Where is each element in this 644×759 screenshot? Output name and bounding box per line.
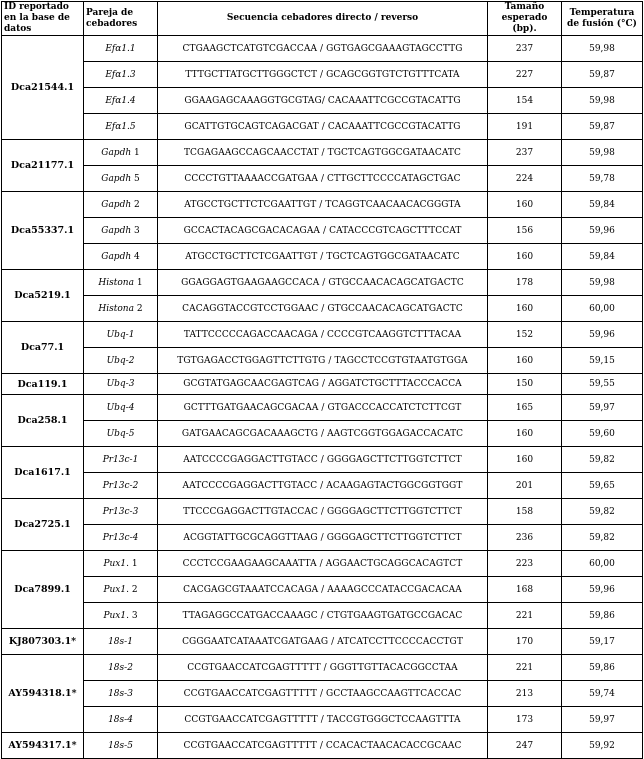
melting-temp: 59,87 (562, 114, 643, 140)
primer-gene: Pr13c-1 (102, 454, 139, 465)
primer-pair (84, 395, 158, 421)
primer-gene: Gapdh (101, 199, 132, 210)
primer-sequence: CCGTGAACCATCGAGTTTTT / GCCTAAGCCAAGTTCACCAC (158, 681, 488, 707)
database-id: Dca55337.1 (2, 192, 84, 270)
table-row (2, 733, 643, 759)
primer-pair (84, 140, 158, 166)
expected-size: 160 (488, 421, 562, 447)
primer-sequence: GATGAACAGCGACAAAGCTG / AAGTCGGTGGAGACCACATC (158, 421, 488, 447)
melting-temp: 59,92 (562, 733, 643, 759)
primer-sequence: CTGAAGCTCATGTCGACCAA / GGTGAGCGAAAGTAGCCTTG (158, 36, 488, 62)
primer-gene: Efα1.5 (105, 121, 136, 132)
table-row (2, 36, 643, 62)
melting-temp: 59,74 (562, 681, 643, 707)
primer-number: 2 (134, 199, 140, 210)
database-id: Dca1617.1 (2, 447, 84, 499)
primer-gene: Gapdh (101, 173, 132, 184)
table-row (2, 447, 643, 473)
table-row (2, 681, 643, 707)
primer-sequence: ATGCCTGCTTCTCGAATTGT / TCAGGTCAACAACACGGGTA (158, 192, 488, 218)
primer-sequence: CCCCTGTTAAAACCGATGAA / CTTGCTTCCCCATAGCTGAC (158, 166, 488, 192)
database-id: AY594318.1* (2, 655, 84, 733)
expected-size: 154 (488, 88, 562, 114)
primer-gene: Ubq-3 (106, 379, 135, 389)
primer-gene: Pux1. (103, 584, 129, 595)
header-sequence: Secuencia cebadores directo / reverso (158, 2, 488, 36)
primer-pair (84, 577, 158, 603)
primer-sequence: GGAGGAGTGAAGAAGCCACA / GTGCCAACACAGCATGACTC (158, 270, 488, 296)
melting-temp: 59,55 (562, 374, 643, 395)
table-row (2, 166, 643, 192)
primer-pair (84, 322, 158, 348)
expected-size: 170 (488, 629, 562, 655)
primer-pair (84, 36, 158, 62)
table-row (2, 655, 643, 681)
primer-sequence: CGGGAATCATAAATCGATGAAG / ATCATCCTTCCCCACCTGT (158, 629, 488, 655)
table-row (2, 88, 643, 114)
primer-pair (84, 681, 158, 707)
melting-temp: 59,82 (562, 499, 643, 525)
primer-gene: Efα1.4 (105, 95, 136, 106)
primer-pair (84, 733, 158, 759)
primer-sequence: GGAAGAGCAAAGGTGCGTAG/ CACAAATTCGCCGTACATTG (158, 88, 488, 114)
melting-temp: 59,84 (562, 244, 643, 270)
primer-sequence: GCGTATGAGCAACGAGTCAG / AGGATCTGCTTTACCCACCA (158, 374, 488, 395)
primer-gene: Pr13c-4 (102, 532, 139, 543)
melting-temp: 59,87 (562, 62, 643, 88)
table-row (2, 296, 643, 322)
primer-sequence: TATTCCCCCAGACCAACAGA / CCCCGTCAAGGTCTTTACAA (158, 322, 488, 348)
primer-pair (84, 192, 158, 218)
expected-size: 237 (488, 36, 562, 62)
primer-gene: 18s-2 (108, 662, 133, 673)
primer-gene: Gapdh (101, 225, 132, 236)
primer-number: 3 (131, 610, 138, 621)
primer-sequence: GCTTTGATGAACAGCGACAA / GTGACCCACCATCTCTTCGT (158, 395, 488, 421)
melting-temp: 59,96 (562, 322, 643, 348)
primer-pair (84, 629, 158, 655)
expected-size: 160 (488, 244, 562, 270)
expected-size: 191 (488, 114, 562, 140)
expected-size: 237 (488, 140, 562, 166)
primer-pair (84, 374, 158, 395)
melting-temp: 59,98 (562, 140, 643, 166)
expected-size: 160 (488, 348, 562, 374)
expected-size: 160 (488, 447, 562, 473)
primer-sequence: TTCCCGAGGACTTGTACCAC / GGGGAGCTTCTTGGTCTTCT (158, 499, 488, 525)
primer-pair (84, 62, 158, 88)
table-row (2, 707, 643, 733)
database-id: Dca77.1 (2, 322, 84, 374)
expected-size: 152 (488, 322, 562, 348)
primer-pair (84, 244, 158, 270)
table-row (2, 348, 643, 374)
primer-gene: Efα1.1 (105, 43, 136, 54)
melting-temp: 60,00 (562, 551, 643, 577)
header-id: ID reportado en la base de datos (2, 2, 84, 36)
expected-size: 213 (488, 681, 562, 707)
primer-sequence: CACGAGCGTAAATCCACAGA / AAAAGCCCATACCGACACAA (158, 577, 488, 603)
primer-gene: Histona (98, 277, 134, 288)
primer-pair (84, 166, 158, 192)
header-row (2, 2, 643, 36)
primer-sequence: TCGAGAAGCCAGCAACCTAT / TGCTCAGTGGCGATAACATC (158, 140, 488, 166)
expected-size: 168 (488, 577, 562, 603)
primer-pair (84, 447, 158, 473)
primer-sequence: CCCTCCGAAGAAGCAAATTA / AGGAACTGCAGGCACAGTCT (158, 551, 488, 577)
primer-number: 3 (134, 225, 140, 236)
table-row (2, 577, 643, 603)
primer-gene: Pux1. (103, 610, 129, 621)
table-row (2, 473, 643, 499)
primer-number: 1 (134, 147, 140, 158)
database-id: KJ807303.1* (2, 629, 84, 655)
expected-size: 178 (488, 270, 562, 296)
melting-temp: 59,86 (562, 603, 643, 629)
primer-gene: 18s-5 (108, 740, 133, 751)
database-id: Dca5219.1 (2, 270, 84, 322)
melting-temp: 59,82 (562, 447, 643, 473)
melting-temp: 59,98 (562, 88, 643, 114)
expected-size: 223 (488, 551, 562, 577)
melting-temp: 59,82 (562, 525, 643, 551)
primer-sequence: CCGTGAACCATCGAGTTTTT / CCACACTAACACACCGCAAC (158, 733, 488, 759)
primer-pair (84, 707, 158, 733)
table-row (2, 395, 643, 421)
melting-temp: 59,98 (562, 270, 643, 296)
primer-sequence: ATGCCTGCTTCTCGAATTGT / TGCTCAGTGGCGATAACATC (158, 244, 488, 270)
melting-temp: 59,98 (562, 36, 643, 62)
expected-size: 160 (488, 192, 562, 218)
table-row (2, 499, 643, 525)
expected-size: 201 (488, 473, 562, 499)
primer-sequence: TTTGCTTATGCTTGGGCTCT / GCAGCGGTGTCTGTTTCATA (158, 62, 488, 88)
melting-temp: 59,15 (562, 348, 643, 374)
primer-pair (84, 525, 158, 551)
primer-pair (84, 473, 158, 499)
primer-gene: 18s-4 (108, 714, 133, 725)
primer-number: 1 (131, 558, 138, 569)
primer-gene: Pr13c-2 (102, 480, 139, 491)
expected-size: 165 (488, 395, 562, 421)
melting-temp: 59,65 (562, 473, 643, 499)
database-id: Dca7899.1 (2, 551, 84, 629)
melting-temp: 59,17 (562, 629, 643, 655)
primer-gene: Histona (98, 303, 134, 314)
table-row (2, 192, 643, 218)
primer-gene: 18s-3 (108, 688, 133, 699)
database-id: AY594317.1* (2, 733, 84, 759)
primer-number: 5 (134, 173, 140, 184)
primer-pair (84, 603, 158, 629)
table-row (2, 603, 643, 629)
primer-sequence: TGTGAGACCTGGAGTTCTTGTG / TAGCCTCCGTGTAATGTGGA (158, 348, 488, 374)
database-id: Dca119.1 (2, 374, 84, 395)
database-id: Dca2725.1 (2, 499, 84, 551)
expected-size: 160 (488, 296, 562, 322)
primer-number: 2 (131, 584, 138, 595)
table-row (2, 114, 643, 140)
melting-temp: 59,78 (562, 166, 643, 192)
primer-gene: Ubq-4 (106, 402, 135, 413)
expected-size: 236 (488, 525, 562, 551)
table-row (2, 62, 643, 88)
melting-temp: 60,00 (562, 296, 643, 322)
expected-size: 173 (488, 707, 562, 733)
primer-sequence: CACAGGTACCGTCCTGGAAC / GTGCCAACACAGCATGACTC (158, 296, 488, 322)
database-id: Dca258.1 (2, 395, 84, 447)
primer-pair (84, 114, 158, 140)
primer-sequence: ACGGTATTGCGCAGGTTAAG / GGGGAGCTTCTTGGTCTTCT (158, 525, 488, 551)
expected-size: 224 (488, 166, 562, 192)
primer-number: 2 (136, 303, 143, 314)
primer-pair (84, 421, 158, 447)
primer-gene: Efα1.3 (105, 69, 136, 80)
database-id: Dca21544.1 (2, 36, 84, 140)
primer-gene: Ubq-5 (106, 428, 135, 439)
header-size: Tamaño esperado (bp). (488, 2, 562, 36)
table-row (2, 629, 643, 655)
table-row (2, 244, 643, 270)
primer-sequence: TTAGAGGCCATGACCAAAGC / CTGTGAAGTGATGCCGACAC (158, 603, 488, 629)
primer-sequence: GCCACTACAGCGACACAGAA / CATACCCGTCAGCTTTCCAT (158, 218, 488, 244)
expected-size: 247 (488, 733, 562, 759)
primer-pair (84, 499, 158, 525)
database-id: Dca21177.1 (2, 140, 84, 192)
expected-size: 156 (488, 218, 562, 244)
primer-sequence: AATCCCCGAGGACTTGTACC / GGGGAGCTTCTTGGTCTTCT (158, 447, 488, 473)
melting-temp: 59,86 (562, 655, 643, 681)
melting-temp: 59,97 (562, 707, 643, 733)
melting-temp: 59,96 (562, 218, 643, 244)
melting-temp: 59,60 (562, 421, 643, 447)
table-row (2, 525, 643, 551)
table-row (2, 421, 643, 447)
primer-pair (84, 270, 158, 296)
header-temp: Temperatura de fusión (°C) (562, 2, 643, 36)
primer-gene: 18s-1 (108, 636, 133, 647)
primer-gene: Gapdh (101, 251, 132, 262)
expected-size: 221 (488, 655, 562, 681)
primer-pair (84, 296, 158, 322)
expected-size: 158 (488, 499, 562, 525)
table-row (2, 218, 643, 244)
table-row (2, 551, 643, 577)
expected-size: 150 (488, 374, 562, 395)
primer-table (1, 1, 643, 759)
expected-size: 221 (488, 603, 562, 629)
primer-pair (84, 551, 158, 577)
primer-gene: Gapdh (101, 147, 132, 158)
expected-size: 227 (488, 62, 562, 88)
table-row (2, 322, 643, 348)
primer-pair (84, 88, 158, 114)
table-body (2, 36, 643, 759)
table-row (2, 140, 643, 166)
primer-number: 4 (134, 251, 140, 262)
melting-temp: 59,96 (562, 577, 643, 603)
table-row (2, 270, 643, 296)
primer-sequence: CCGTGAACCATCGAGTTTTT / GGGTTGTTACACGGCCTAA (158, 655, 488, 681)
melting-temp: 59,84 (562, 192, 643, 218)
table-row (2, 374, 643, 395)
primer-pair (84, 655, 158, 681)
primer-pair (84, 348, 158, 374)
primer-gene: Ubq-2 (106, 355, 135, 366)
primer-pair (84, 218, 158, 244)
melting-temp: 59,97 (562, 395, 643, 421)
primer-number: 1 (136, 277, 143, 288)
primer-sequence: AATCCCCGAGGACTTGTACC / ACAAGAGTACTGGCGGTGGT (158, 473, 488, 499)
primer-gene: Pr13c-3 (102, 506, 139, 517)
primer-gene: Pux1. (103, 558, 129, 569)
primer-gene: Ubq-1 (106, 329, 135, 340)
header-pair: Pareja de cebadores (84, 2, 158, 36)
primer-sequence: CCGTGAACCATCGAGTTTTT / TACCGTGGGCTCCAAGTTTA (158, 707, 488, 733)
primer-sequence: GCATTGTGCAGTCAGACGAT / CACAAATTCGCCGTACATTG (158, 114, 488, 140)
